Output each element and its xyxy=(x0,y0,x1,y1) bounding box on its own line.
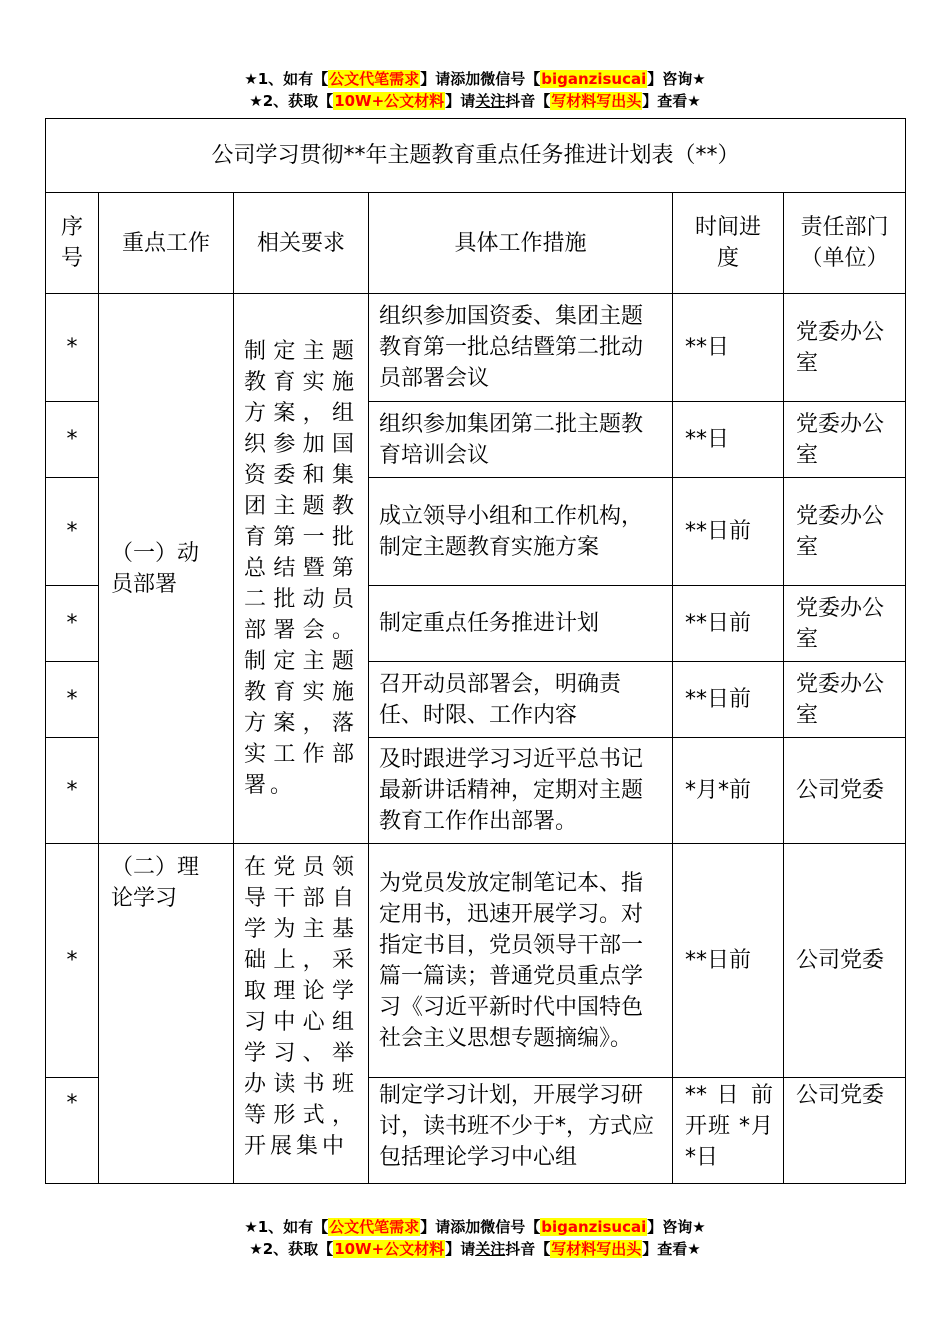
row-number: * xyxy=(46,402,99,478)
dept-cell: 党委办公室 xyxy=(784,662,906,738)
header-measures: 具体工作措施 xyxy=(369,193,673,294)
promo-text: 】请 xyxy=(445,92,476,110)
row-number: * xyxy=(46,294,99,402)
table-row xyxy=(46,844,906,1078)
promo-underlined-text: 关注 xyxy=(475,92,506,110)
row-number: * xyxy=(46,1078,99,1184)
row-number: * xyxy=(46,586,99,662)
promo-highlight: 公文代笔需求 xyxy=(329,70,420,88)
header-time: 时间进度 xyxy=(673,193,784,294)
time-cell: **日 xyxy=(673,294,784,402)
row-number: * xyxy=(46,478,99,586)
time-cell: **日前 xyxy=(673,844,784,1078)
promo-banner-bottom xyxy=(0,1216,950,1260)
dept-cell: 党委办公室 xyxy=(784,294,906,402)
promo-text: 】查看★ xyxy=(642,1240,701,1258)
key-work-cell: （一）动员部署 xyxy=(99,294,234,844)
time-cell: **日 xyxy=(673,402,784,478)
table-title: 公司学习贯彻**年主题教育重点任务推进计划表（**） xyxy=(46,119,906,193)
dept-cell: 党委办公室 xyxy=(784,478,906,586)
promo-text: 】请添加微信号【 xyxy=(420,70,541,88)
requirements-cell: 制定主题教育实施方案，组织参加国资委和集团主题教育第一批总结暨第二批动员部署会。制定主题教育实施方案，落实工作部署。 xyxy=(234,294,369,844)
promo-line-1 xyxy=(0,68,950,90)
measure-cell: 为党员发放定制笔记本、指定用书，迅速开展学习。对指定书目，党员领导干部一篇一篇读；普通党员重点学习《习近平新时代中国特色社会主义思想专题摘编》。 xyxy=(369,844,673,1078)
header-no: 序号 xyxy=(46,193,99,294)
wechat-id-highlight: biganzisucai xyxy=(541,70,647,88)
promo-highlight: 写材料写出头 xyxy=(551,92,642,110)
promo-text: 抖音【 xyxy=(505,1240,551,1258)
row-number: * xyxy=(46,844,99,1078)
promo-text: 】查看★ xyxy=(642,92,701,110)
promo-text: 】请 xyxy=(445,1240,476,1258)
promo-line-2 xyxy=(0,90,950,112)
promo-text: ★1、如有【 xyxy=(244,70,329,88)
dept-cell: 公司党委 xyxy=(784,1078,906,1184)
promo-text: ★1、如有【 xyxy=(244,1218,329,1236)
promo-highlight: 10W+公文材料 xyxy=(334,1240,445,1258)
promo-text: 抖音【 xyxy=(505,92,551,110)
time-cell: *月*前 xyxy=(673,738,784,844)
measure-cell: 制定学习计划，开展学习研讨，读书班不少于*，方式应包括理论学习中心组 xyxy=(369,1078,673,1184)
row-number: * xyxy=(46,738,99,844)
table-header-row xyxy=(46,193,906,294)
promo-line-1 xyxy=(0,1216,950,1238)
dept-cell: 党委办公室 xyxy=(784,586,906,662)
table-title-row xyxy=(46,119,906,193)
measure-cell: 组织参加集团第二批主题教育培训会议 xyxy=(369,402,673,478)
promo-text: ★2、获取【 xyxy=(249,92,334,110)
measure-cell: 成立领导小组和工作机构，制定主题教育实施方案 xyxy=(369,478,673,586)
measure-cell: 组织参加国资委、集团主题教育第一批总结暨第二批动员部署会议 xyxy=(369,294,673,402)
promo-highlight: 写材料写出头 xyxy=(551,1240,642,1258)
time-cell: **日前 xyxy=(673,662,784,738)
promo-underlined-text: 关注 xyxy=(475,1240,506,1258)
promo-text: 】请添加微信号【 xyxy=(420,1218,541,1236)
measure-cell: 制定重点任务推进计划 xyxy=(369,586,673,662)
promo-highlight: 公文代笔需求 xyxy=(329,1218,420,1236)
time-cell: **日前 xyxy=(673,478,784,586)
requirements-cell: 在党员领导干部自学为主基础上，采取理论学习中心组学习、举办读书班等形式，开展集中 xyxy=(234,844,369,1184)
wechat-id-highlight: biganzisucai xyxy=(541,1218,647,1236)
measure-cell: 及时跟进学习习近平总书记最新讲话精神，定期对主题教育工作作出部署。 xyxy=(369,738,673,844)
dept-cell: 党委办公室 xyxy=(784,402,906,478)
measure-cell: 召开动员部署会，明确责任、时限、工作内容 xyxy=(369,662,673,738)
dept-cell: 公司党委 xyxy=(784,738,906,844)
promo-text: ★2、获取【 xyxy=(249,1240,334,1258)
promo-text: 】咨询★ xyxy=(647,1218,706,1236)
time-cell: ** 日 前 开班 *月*日 xyxy=(673,1078,784,1184)
promo-line-2 xyxy=(0,1238,950,1260)
header-requirements: 相关要求 xyxy=(234,193,369,294)
table-row xyxy=(46,294,906,402)
promo-text: 】咨询★ xyxy=(647,70,706,88)
time-cell: **日前 xyxy=(673,586,784,662)
promo-banner-top xyxy=(0,68,950,112)
plan-table xyxy=(45,118,906,1184)
header-dept: 责任部门（单位） xyxy=(784,193,906,294)
promo-highlight: 10W+公文材料 xyxy=(334,92,445,110)
row-number: * xyxy=(46,662,99,738)
header-key-work: 重点工作 xyxy=(99,193,234,294)
dept-cell: 公司党委 xyxy=(784,844,906,1078)
key-work-cell: （二）理论学习 xyxy=(99,844,234,1184)
